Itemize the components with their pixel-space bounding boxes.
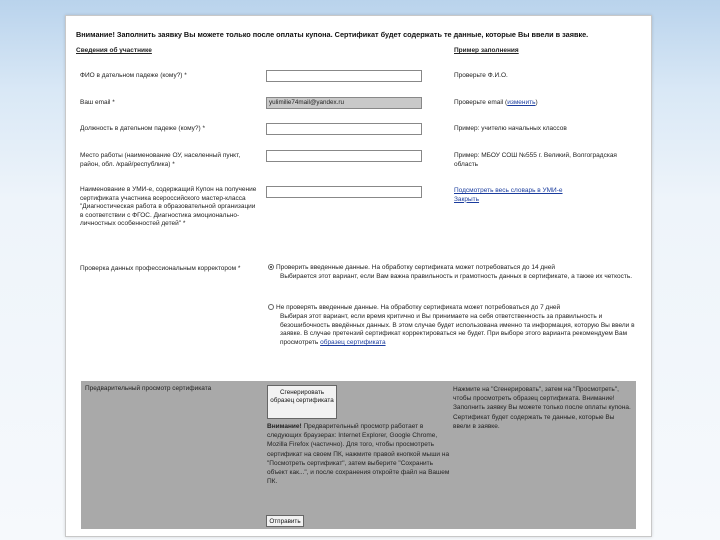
position-label: Должность в дательном падеже (кому?) *	[80, 125, 206, 132]
email-example-prefix: Проверьте email (	[454, 99, 508, 106]
check-data-title: Проверить введенные данные. На обработку сертификата может потребоваться до 14 дней	[276, 264, 555, 271]
position-input[interactable]	[266, 123, 422, 135]
workplace-input[interactable]	[266, 150, 422, 162]
preview-warning	[267, 422, 453, 486]
coupon-label: Наименование в УМИ-е, содержащий Купон на получение сертификата участника всероссийского мастер-класса "Диагностическая работа в образовательной организации в соответствии с ФГОС. Диагностика эмоционально-личностных особенностей детей" *	[80, 186, 257, 227]
no-check-option[interactable]	[268, 304, 640, 348]
change-email-link[interactable]: изменить	[507, 99, 536, 106]
certificate-sample-link[interactable]: образец сертификата	[320, 339, 386, 347]
email-input[interactable]: yulimilie74mail@yandex.ru	[266, 97, 422, 109]
no-check-title: Не проверять введенные данные. На обработку сертификата может потребоваться до 7 дней	[276, 304, 561, 311]
email-example-suffix: )	[535, 99, 538, 106]
preview-label: Предварительный просмотр сертификата	[85, 385, 212, 392]
coupon-notice: Внимание! Заполнить заявку Вы можете только после оплаты купона. Сертификат будет содержать те данные, которые Вы ввели в заявке.	[76, 30, 589, 39]
submit-button[interactable]: Отправить	[266, 515, 304, 527]
view-dictionary-link[interactable]: Подсмотреть весь словарь в УМИ-е	[454, 187, 563, 194]
email-example	[454, 99, 634, 108]
example-header: Пример заполнения	[454, 47, 519, 54]
coupon-input[interactable]	[266, 186, 422, 198]
close-link[interactable]: Закрыть	[454, 195, 480, 203]
no-check-radio[interactable]	[268, 304, 274, 310]
generate-sample-button[interactable]: Сгенерировать образец сертификата	[267, 385, 337, 419]
no-check-text: Выбирая этот вариант, если время критично и Вы принимаете на себя ответственность за правильность и безошибочность введённых данных. В этом случае будет использована именно та информация, которую Вы ввели в заявке. В случае претензий сертификат корректироваться не будет. При выборе этого варианта рекомендуем Вам просмотреть	[280, 312, 635, 347]
form-sheet	[65, 15, 652, 537]
no-check-description	[268, 313, 640, 348]
check-data-description: Выбирается этот вариант, если Вам важна правильность и грамотность данных в сертификате, а также их четкость.	[280, 272, 633, 280]
fullname-label: ФИО в дательном падеже (кому?) *	[80, 72, 187, 79]
participant-header: Сведения об участнике	[76, 47, 152, 54]
fullname-example: Проверьте Ф.И.О.	[454, 72, 508, 79]
preview-warning-text: Предварительный просмотр работает в следующих браузерах: Internet Explorer, Google Chrome, Mozilla Firefox (частично). Для того, чтобы просмотреть сертификат на своем ПК, нажмите правой кнопкой мыши на "Посмотреть сертификат", затем выберите "Сохранить объект как...", и после сохранения откройте файл на Вашем ПК.	[267, 423, 450, 486]
preview-hint: Нажмите на "Сгенерировать", затем на "Просмотреть", чтобы просмотреть образец сертификата. Внимание! Заполнить заявку Вы можете только после оплаты купона. Сертификат будет содержать те данные, которые Вы ввели в заявке.	[453, 386, 631, 430]
coupon-example	[454, 187, 634, 204]
correctors-label: Проверка данных профессиональным корректором *	[80, 265, 241, 272]
workplace-example: Пример: МБОУ СОШ №555 г. Великий, Волгоградская область	[454, 152, 617, 168]
position-example: Пример: учителю начальных классов	[454, 125, 567, 132]
check-data-radio[interactable]	[268, 264, 274, 270]
check-data-option[interactable]	[268, 264, 640, 282]
workplace-label: Место работы (наименование ОУ, населенный пункт, район, обл. /край/республика) *	[80, 152, 241, 168]
preview-warning-bold: Внимание!	[267, 423, 302, 430]
preview-section	[81, 381, 636, 529]
email-label: Ваш email *	[80, 99, 115, 106]
fullname-input[interactable]	[266, 70, 422, 82]
